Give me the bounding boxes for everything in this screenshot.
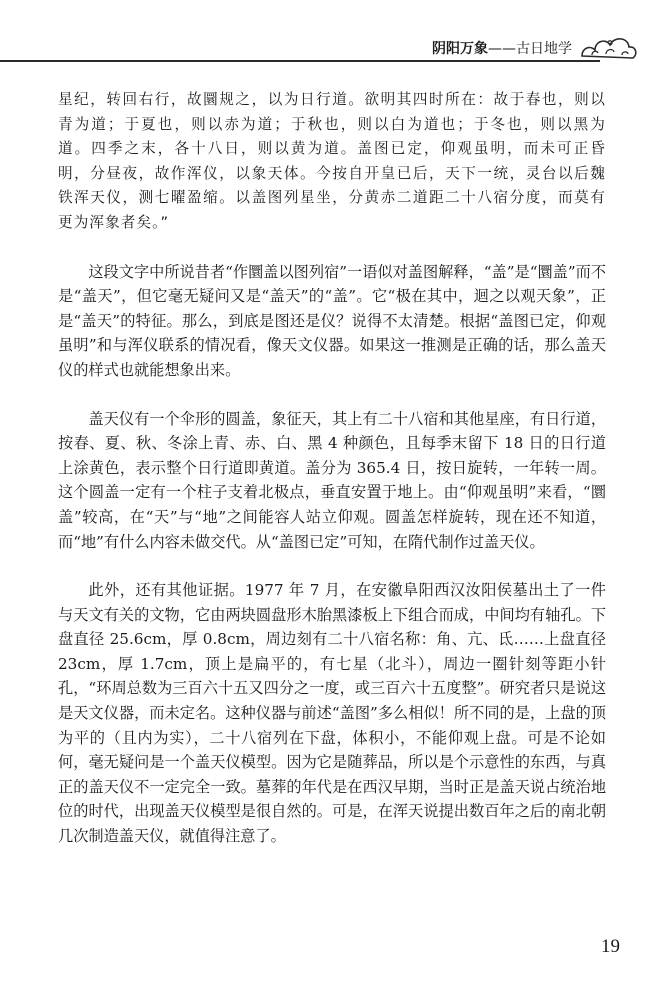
quoted-term: 盖天 [81, 311, 113, 330]
text-run: ”。研究者只是说这是天文仪器，而未定名。这种仪器与前述“ [58, 679, 607, 723]
text-run: 星纪，转回右行，故圜规之，以为日行道。欲明其四时所在：故于春也，则以青为道；于夏也，则以赤为道；于秋也，则以白为道也；于冬也，则以黑为道。四季之末，各十八日，则以黄为道。盖图已定，仰观虽明，而未可正昏明，分昼夜，故作浑仪，以象天体。今按自开皇已后，天下一统，灵台以后魏铁浑天仪，测七曜盈缩。以盖图列星坐，分黄赤二道距二十八宿分度，而莫有更为浑象者矣。” [58, 91, 606, 231]
paragraph [58, 578, 606, 849]
text-run: ”有什么内容未做交代。从“ [96, 532, 279, 551]
quoted-term: 盖 [491, 262, 507, 281]
auspicious-cloud-icon [578, 30, 640, 64]
quoted-term: 盖图 [339, 704, 371, 723]
page-body [58, 88, 606, 849]
text-run: ”的特征。那么，到底是图还是仪？说得不太清楚。根据“ [112, 311, 499, 330]
quoted-term: 盖 [332, 287, 349, 306]
text-run: ”之间能容人站立仰观。圆盖怎样旋转，现在还不知道，而“ [58, 507, 607, 551]
quoted-term: 地 [201, 507, 219, 526]
quoted-term: 仰观虽明 [466, 483, 529, 502]
page-header [0, 0, 650, 80]
text-run: ”较高，在“ [73, 507, 154, 526]
text-run: ”。它“ [348, 287, 396, 306]
quoted-term: 作圜盖以图列宿 [232, 262, 340, 281]
text-run: ”的“ [300, 287, 333, 306]
running-title-sub: ——古日地学 [488, 41, 572, 57]
text-run: 这段文字中所说昔者“ [88, 262, 233, 281]
text-run: ”而不是“ [58, 262, 607, 306]
quoted-term: 盖图已定，仰观虽明 [58, 311, 607, 355]
text-run: ”可知，在隋代制作过盖天仪。 [339, 532, 545, 551]
quoted-term: 极在其中，迴之以观天象 [395, 287, 568, 306]
quoted-term: 圜盖 [58, 483, 607, 526]
header-rule [0, 60, 600, 62]
text-run: ”与“ [169, 507, 202, 526]
quoted-term: 盖天 [81, 287, 113, 306]
quoted-term: 地 [80, 532, 97, 551]
text-run: ”和与浑仪联系的情况看，像天文仪器。如果这一推测是正确的话，那么盖天仪的样式也就能想象出来。 [58, 336, 607, 379]
paragraph [58, 407, 606, 555]
quoted-term: 天 [153, 507, 170, 526]
text-run: ”，但它毫无疑问又是“ [112, 287, 270, 306]
running-title-main: 阴阳万象 [432, 41, 488, 57]
text-run: ”是“ [506, 262, 538, 281]
quote-continuation [58, 88, 606, 236]
quoted-term: 环周总数为三百六十五又四分之一度，或三百六十五度整 [96, 679, 477, 698]
paragraph [58, 260, 606, 383]
running-title [432, 38, 572, 58]
text-run: ”多么相似！所不同的是，上盘的顶为平的（且内为实），二十八宿列在下盘，体积小，不能仰观上盘。可是不论如何，毫无疑问是一个盖天仪模型。因为它是随葬品，所以是个示意性的东西，与真正的盖天仪不一定完全一致。墓葬的年代是在西汉早期，当时正是盖天说占统治地位的时代，出现盖天仪模型是很自然的。可是，在浑天说提出数百年之后的南北朝几次制造盖天仪，就值得注意了。 [58, 704, 607, 846]
quoted-term: 圜盖 [537, 262, 568, 281]
text-run: ”来看，“ [528, 483, 591, 502]
page-number: 19 [601, 936, 620, 957]
quoted-term: 盖图已定 [278, 532, 340, 551]
text-run: ”，正是“ [58, 287, 607, 330]
text-run: ”一语似对盖图解释，“ [339, 262, 492, 281]
text-run: 此外，还有其他证据。1977 年 7 月，在安徽阜阳西汉汝阳侯墓出土了一件与天文有关的文物，它由两块圆盘形木胎黑漆板上下组合而成，中间均有轴孔。下盘直径 25.6cm，厚 0.8cm，周边刻有二十八宿名称：角、亢、氐……上盘直径 23cm，厚 1.7cm，顶上是扁平的，有七星（北斗），周边一圈针刻等距小针孔，“ [58, 581, 606, 698]
text-run: 盖天仪有一个伞形的圆盖，象征天，其上有二十八宿和其他星座，有日行道，按春、夏、秋、冬涂上青、赤、白、黑 4 种颜色，且每季末留下 18 日的日行道上涂黄色，表示整个日行道即黄道。盖分为 365.4 日，按日旋转，一年转一周。这个圆盖一定有一个柱子支着北极点，垂直安置于地上。由“ [58, 409, 606, 502]
quoted-term: 盖天 [269, 287, 301, 306]
